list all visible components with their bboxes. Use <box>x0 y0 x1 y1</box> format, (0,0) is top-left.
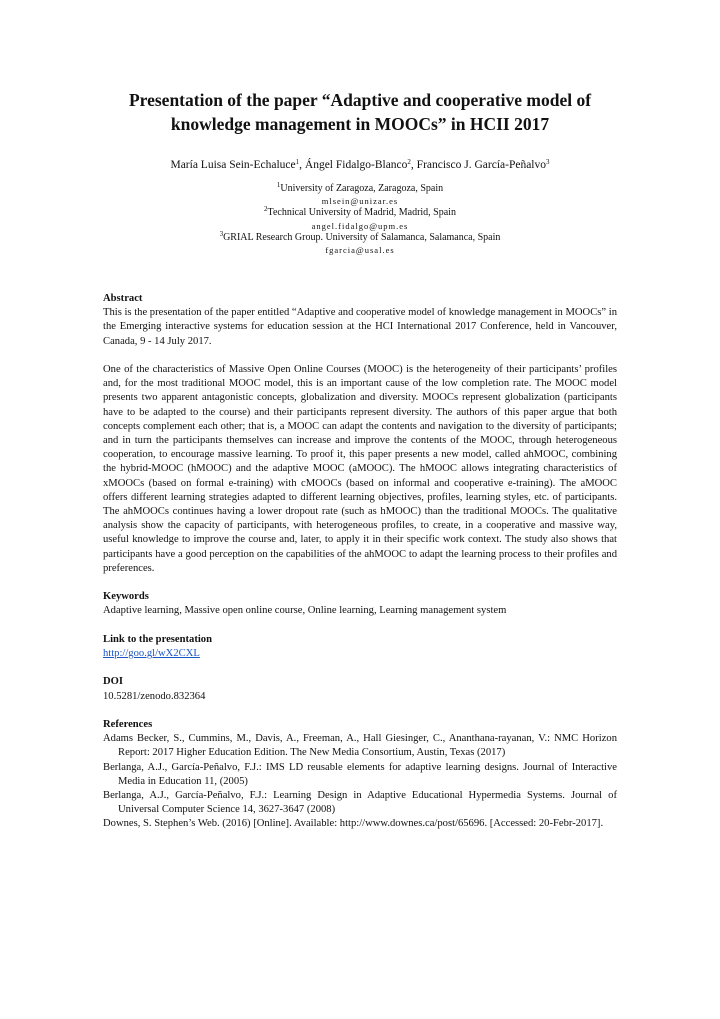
presentation-link-heading: Link to the presentation <box>103 633 212 645</box>
abstract-heading: Abstract <box>103 293 143 304</box>
references-heading: References <box>103 719 153 731</box>
reference-item: Adams Becker, S., Cummins, M., Davis, A., Freeman, A., Hall Giesinger, C., Ananthana-rayanan, V.: NMC Horizon Report: 2017 Higher Education Edition. The New Media Consortium, Austin, Texas (2017) <box>103 733 617 759</box>
abstract-paragraph-2: One of the characteristics of Massive Open Online Courses (MOOC) is the heterogeneity of their participants’ profiles and, for the most traditional MOOC model, this is an important cause of the low completion rate. The MOOC model presents two apparent antagonistic concepts, globalization and diversity. MOOCs represent globalization (participants have to be adapted to the course) and their participants represent diversity. The authors of this paper argue that both concepts complement each other; that is, a MOOC can adapt the contents and navigation to the diversity of participants; and in turn the participants themselves can increase and improve the contents of the MOOC, through heterogeneous cooperation, to encourage massive learning. To proof it, this paper presents a new model, called ahMOOC, combining the hybrid-MOOC (hMOOC) and the adaptive MOOC (aMOOC). The hMOOC allows integrating characteristics of xMOOCs (based on formal e-training) with cMOOCs (based on informal and cooperative e-training). The aMOOC offers different learning strategies adapted to different learning objectives, profiles, learning styles, etc. of participants. The ahMOOCs continues having a lower dropout rate (such as hMOOC) than the traditional MOOCs. The qualitative analysis show the capacity of participants, with heterogeneous profiles, to create, in a cooperative and massive way, useful knowledge to improve the course and, later, to apply it in their specific work context. The study also shows that participants have a good perception on the capabilities of the ahMOOC to adapt the learning process to their profiles and preferences. <box>103 364 617 574</box>
affiliation-1 <box>60 183 660 195</box>
affiliation-sup: 3 <box>219 229 224 238</box>
author-separator: , <box>299 159 305 171</box>
reference-item: Berlanga, A.J., García-Peñalvo, F.J.: IMS LD reusable elements for adaptive learning designs. Journal of Interactive Media in Education 11, (2005) <box>103 761 617 787</box>
doi-value: 10.5281/zenodo.832364 <box>103 690 206 702</box>
affiliation-sup: 2 <box>264 205 268 214</box>
affiliation-name: Technical University of Madrid, Madrid, Spain <box>267 207 456 219</box>
reference-item: Berlanga, A.J., García-Peñalvo, F.J.: Learning Design in Adaptive Educational Hypermedia Systems. Journal of Universal Computer Science 14, 3627-3647 (2008) <box>103 790 617 816</box>
affiliation-2 <box>60 207 660 219</box>
author-3: Francisco J. García-Peñalvo <box>416 159 547 171</box>
title-line-1: Presentation of the paper “Adaptive and cooperative model of <box>128 90 592 110</box>
author-3-sup: 3 <box>546 158 550 166</box>
affiliation-email: mlsein@unizar.es <box>321 196 399 207</box>
affiliation-email: fgarcia@usal.es <box>325 245 395 256</box>
abstract-paragraph-1: This is the presentation of the paper entitled “Adaptive and cooperative model of knowledge management in MOOCs” in the Emerging interactive systems for education session at the HCI International 2017 Conference, held in Vancouver, Canada, 9 - 14 July 2017. <box>103 307 617 347</box>
reference-item: Downes, S. Stephen’s Web. (2016) [Online]. Available: http://www.downes.ca/post/65696. [Accessed: 20-Febr-2017]. <box>103 818 604 830</box>
keywords-heading: Keywords <box>103 591 149 603</box>
author-2: Ángel Fidalgo-Blanco <box>304 159 408 171</box>
author-2-sup: 2 <box>407 158 411 166</box>
affiliation-name: GRIAL Research Group. University of Salamanca, Salamanca, Spain <box>223 231 501 243</box>
paper-body <box>103 292 617 832</box>
doi-heading: DOI <box>103 676 124 688</box>
affiliation-email: angel.fidalgo@upm.es <box>311 220 409 231</box>
affiliation-3 <box>60 229 660 244</box>
paper-title <box>80 88 640 136</box>
affiliation-sup: 1 <box>276 181 281 189</box>
author-separator: , <box>410 159 417 171</box>
affiliations <box>60 183 660 256</box>
affiliation-name: University of Zaragoza, Zaragoza, Spain <box>280 183 444 194</box>
presentation-link[interactable]: http://goo.gl/wX2CXL <box>103 648 200 660</box>
author-1: María Luisa Sein-Echaluce <box>170 159 296 171</box>
title-line-2: knowledge management in MOOCs” in HCII 2017 <box>170 114 550 134</box>
keywords-text: Adaptive learning, Massive open online course, Online learning, Learning management system <box>103 605 507 617</box>
author-list <box>60 158 660 172</box>
author-1-sup: 1 <box>295 158 300 166</box>
